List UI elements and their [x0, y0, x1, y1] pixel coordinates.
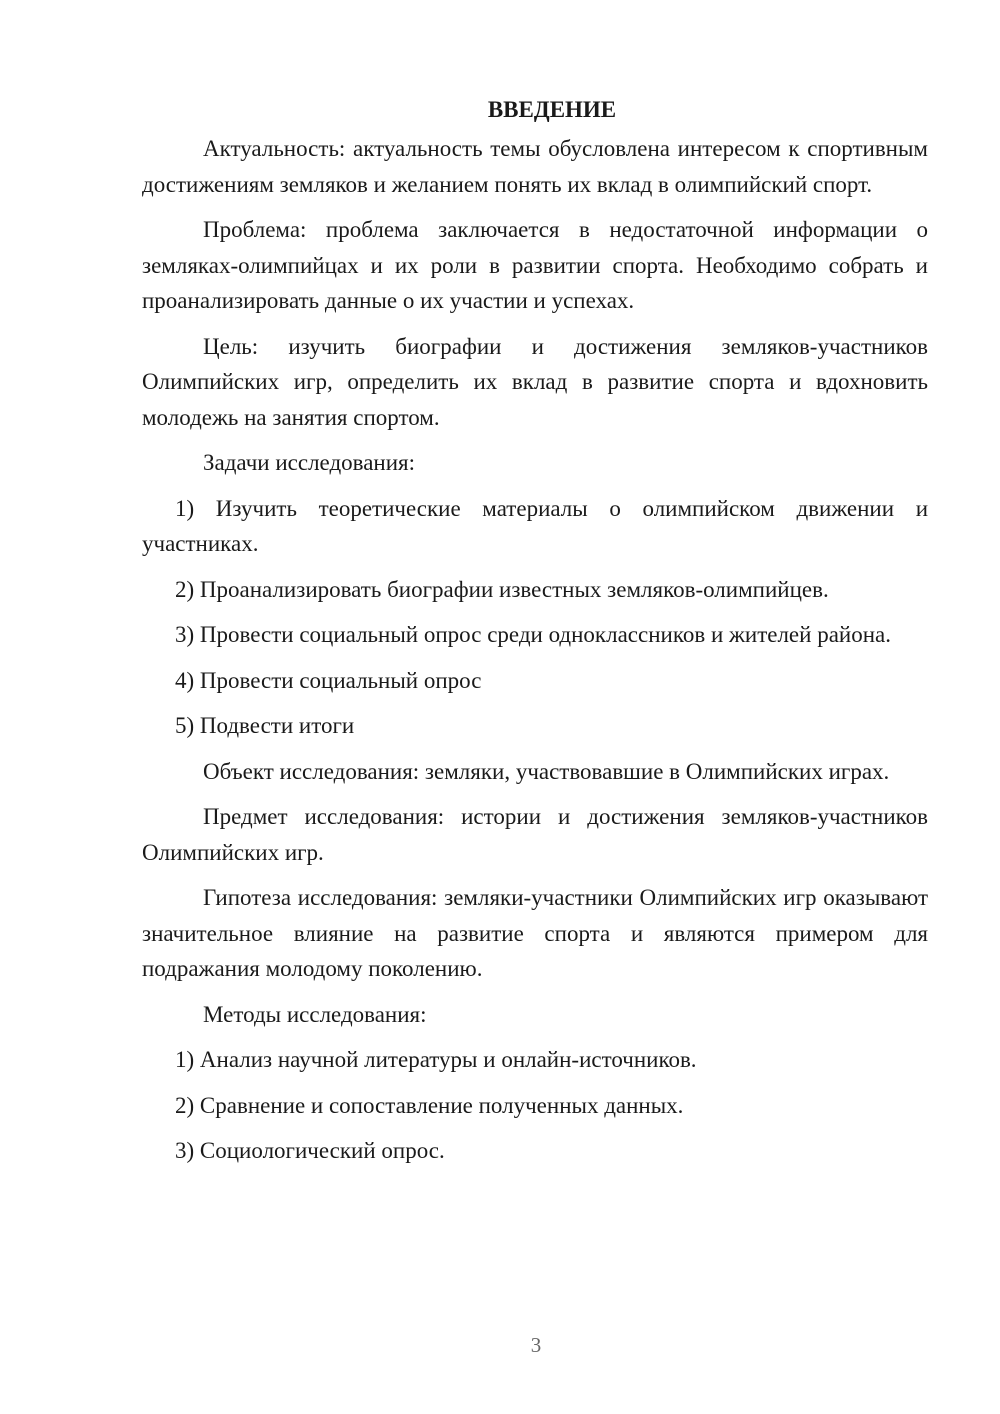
section-title: ВВЕДЕНИЕ — [487, 97, 617, 122]
task-item-3: 3) Провести социальный опрос среди одноклассников и жителей района. — [175, 622, 891, 647]
problem-paragraph: Проблема: проблема заключается в недостаточной информации о земляках-олимпийцах и их роли в развитии спорта. Необходимо собрать и проанализировать данные о их участии и успехах. — [142, 217, 928, 313]
task-item-5: 5) Подвести итоги — [175, 713, 355, 738]
task-item-4: 4) Провести социальный опрос — [175, 667, 482, 693]
methods-heading: Методы исследования: — [203, 1001, 427, 1027]
document-page — [142, 92, 928, 1179]
hypothesis-paragraph: Гипотеза исследования: земляки-участники Олимпийских игр оказывают значительное влияние на развитие спорта и являются примером для подражания молодому поколению. — [142, 885, 928, 981]
page-number: 3 — [530, 1333, 542, 1357]
method-item-3: 3) Социологический опрос. — [175, 1138, 445, 1163]
method-item-2: 2) Сравнение и сопоставление полученных данных. — [175, 1092, 684, 1118]
method-item-1: 1) Анализ научной литературы и онлайн-источников. — [175, 1047, 697, 1072]
task-item-2: 2) Проанализировать биографии известных земляков-олимпийцев. — [175, 576, 829, 602]
tasks-heading: Задачи исследования: — [203, 450, 416, 475]
subject-paragraph: Предмет исследования: истории и достижения земляков-участников Олимпийских игр. — [142, 804, 928, 865]
relevance-paragraph: Актуальность: актуальность темы обусловлена интересом к спортивным достижениям земляков и желанием понять их вклад в олимпийский спорт. — [142, 136, 928, 197]
task-item-1: 1) Изучить теоретические материалы о олимпийском движении и участниках. — [142, 495, 928, 556]
object-paragraph: Объект исследования: земляки, участвовавшие в Олимпийских играх. — [203, 758, 890, 784]
goal-paragraph: Цель: изучить биографии и достижения земляков-участников Олимпийских игр, определить их вклад в развитие спорта и вдохновить молодежь на занятия спортом. — [142, 333, 928, 430]
